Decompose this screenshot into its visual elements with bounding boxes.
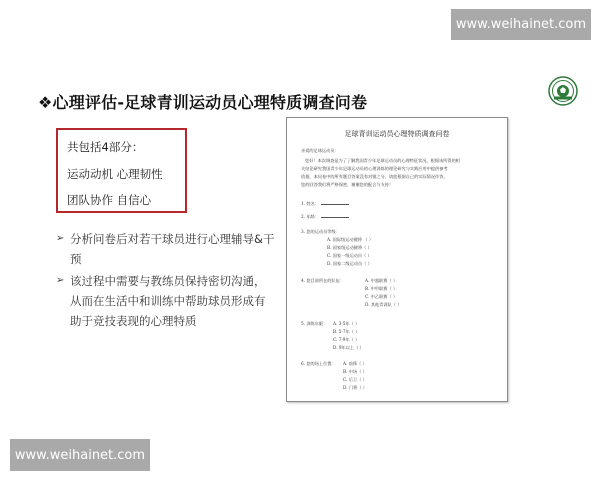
question-option: A. 国际级运动健将 （ ）: [327, 237, 374, 242]
question-label: 5. 训练年限：: [301, 321, 328, 326]
summary-heading: 共包括4部分：: [67, 140, 144, 154]
questionnaire-scan: [286, 117, 508, 402]
watermark-top: www.weihainet.com: [451, 9, 591, 40]
question-label: 6. 您的场上位置：: [301, 361, 336, 366]
question-label: 3. 您的运动员等级：: [301, 229, 340, 234]
question-option: D. 9年以上（ ）: [333, 345, 364, 350]
questionnaire-intro-line: 您的回答我们将严格保密，谢谢您的配合与支持！: [301, 182, 394, 187]
questionnaire-intro-line: 依据，本问卷中的所有题目答案没有对错之分，请您根据自己的实际情况作答，: [301, 174, 448, 179]
bullet-item: [56, 229, 276, 269]
question-option: A. 中超联赛（ ）: [365, 278, 398, 283]
question-option: A. 3-5年（ ）: [333, 321, 360, 326]
question-option: B. 中场（ ）: [343, 369, 367, 374]
age-field: [301, 214, 349, 220]
slide-title: ❖心理评估-足球青训运动员心理特质调查问卷: [38, 93, 368, 112]
club-logo: [548, 76, 578, 106]
questionnaire-title: 足球青训运动员心理特质调查问卷: [344, 130, 450, 138]
question-label: 4. 您目前所在的队伍：: [301, 278, 345, 283]
bullet-item: [56, 271, 276, 331]
questionnaire-intro-line: 关结论研究我国青少年足球运动员的心理训练的理论研究与实践应用中提供参考: [301, 166, 448, 171]
questionnaire-greeting: 亲爱的足球运动员：: [301, 148, 339, 153]
name-label: 1. 姓名：: [301, 201, 319, 206]
question-option: A. 前锋（ ）: [343, 361, 367, 366]
arrow-bullet-icon: ➢: [56, 275, 65, 286]
question-option: C. 国家一级运动员（ ）: [327, 253, 372, 258]
question-option: C. 后卫（ ）: [343, 377, 367, 382]
name-blank: [321, 201, 349, 205]
name-field: [301, 201, 349, 207]
question-option: C. 中乙联赛（ ）: [365, 294, 398, 299]
question-option: D. 国家二级运动员（ ）: [327, 261, 372, 266]
watermark-bottom: www.weihainet.com: [10, 439, 150, 471]
age-blank: [321, 214, 349, 218]
question-option: B. 中甲联赛（ ）: [365, 286, 398, 291]
question-option: D. 门将（ ）: [343, 385, 367, 390]
bullet-list: [56, 229, 276, 331]
age-label: 2. 年龄：: [301, 214, 319, 219]
question-option: B. 5-7年（ ）: [333, 329, 360, 334]
questionnaire-intro-line: 您好！本次调查是为了了解我国青少年足球运动员的心理特征状况，根据该所得的相: [305, 158, 460, 163]
bullet-text: 该过程中需要与教练员保持密切沟通，从而在生活中和训练中帮助球员形成有助于竞技表现的心理特质: [70, 274, 266, 328]
bullet-text: 分析问卷后对若干球员进行心理辅导&干预: [70, 232, 275, 266]
question-option: B. 国家级运动健将（ ）: [327, 245, 372, 250]
question-option: D. 其他青训队（ ）: [365, 302, 402, 307]
summary-items-2: 团队协作 自信心: [67, 193, 152, 207]
summary-box: [56, 128, 187, 213]
question-option: C. 7-9年（ ）: [333, 337, 360, 342]
arrow-bullet-icon: ➢: [56, 233, 65, 244]
summary-items-1: 运动动机 心理韧性: [67, 167, 163, 181]
